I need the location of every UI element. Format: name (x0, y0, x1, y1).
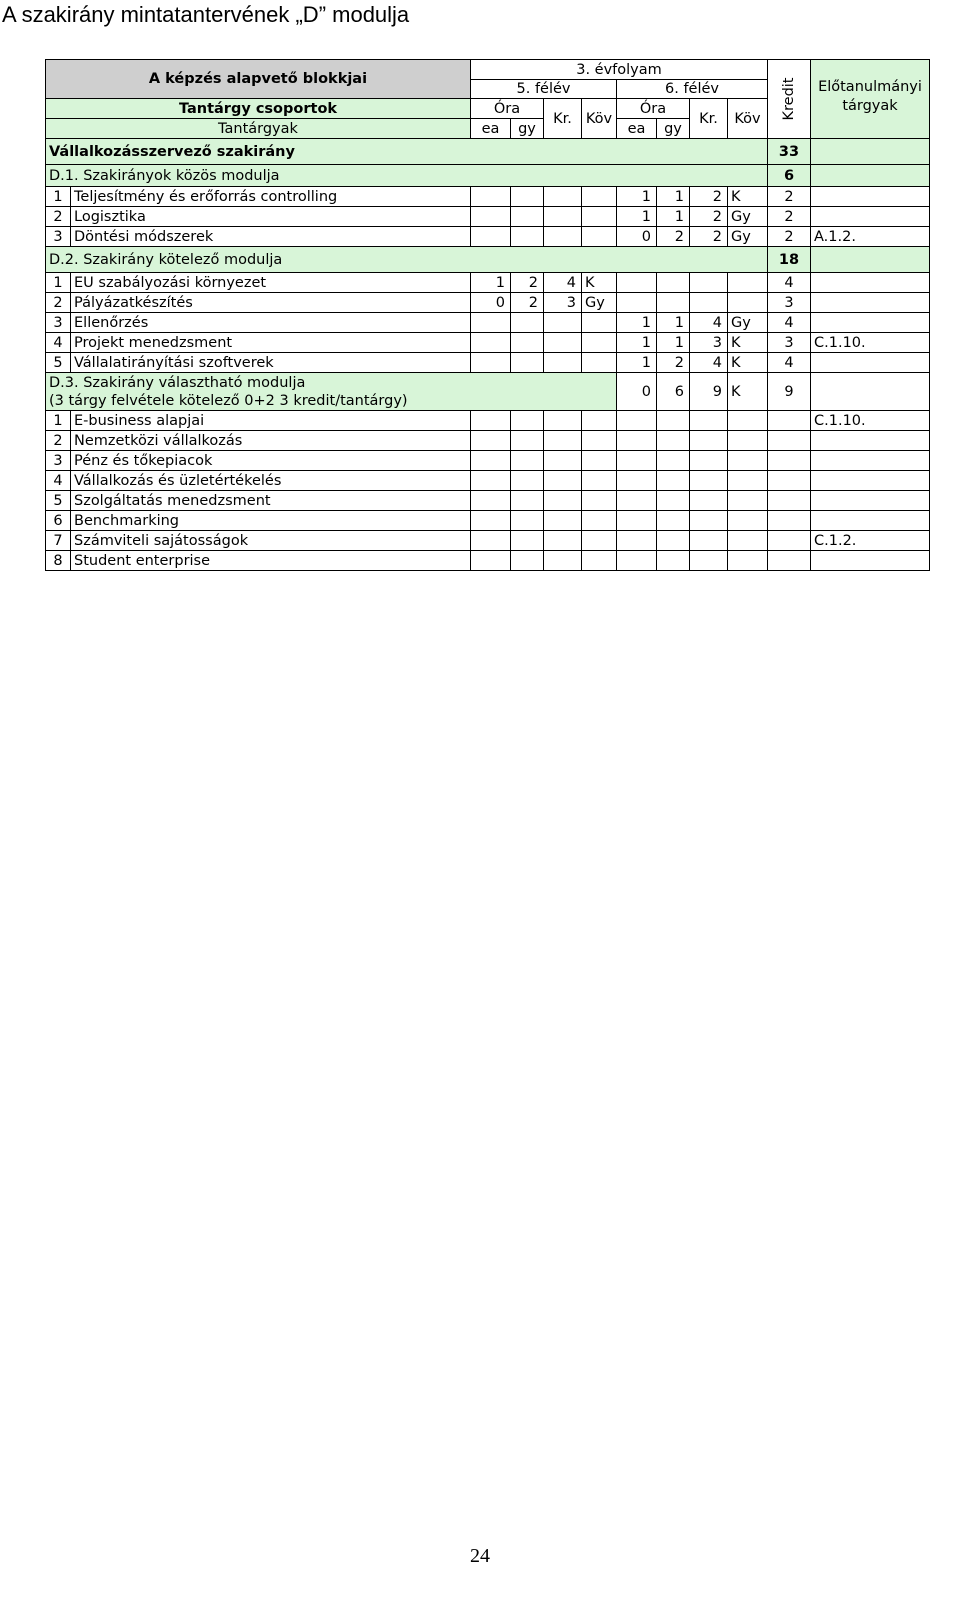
table-row (46, 227, 930, 247)
kredit-cell: 2 (768, 207, 811, 227)
empty-cell (728, 431, 768, 451)
prereq-cell (811, 431, 930, 451)
kov6-cell: K (728, 353, 768, 373)
module-credit: 9 (768, 373, 811, 411)
empty-cell (471, 411, 511, 431)
ora5-header: Óra (471, 99, 544, 119)
specialization-label: Vállalkozásszervező szakirány (46, 139, 768, 165)
kredit-cell: 2 (768, 187, 811, 207)
subject-name: Benchmarking (71, 511, 471, 531)
module-header-row (46, 373, 930, 411)
empty-cell (582, 551, 617, 571)
sem6-header: 6. félév (617, 80, 768, 99)
subject-name: Pénz és tőkepiacok (71, 451, 471, 471)
empty-cell (690, 411, 728, 431)
subject-name: Teljesítmény és erőforrás controlling (71, 187, 471, 207)
empty-cell (511, 531, 544, 551)
ea5-cell (471, 227, 511, 247)
empty-cell (657, 451, 690, 471)
subject-name: E-business alapjai (71, 411, 471, 431)
empty-cell (657, 511, 690, 531)
empty-cell (511, 511, 544, 531)
gy6-cell (657, 293, 690, 313)
empty-cell (728, 531, 768, 551)
empty-cell (617, 411, 657, 431)
row-number: 5 (46, 491, 71, 511)
row-number: 4 (46, 471, 71, 491)
blocks-header: A képzés alapvető blokkjai (46, 60, 471, 99)
subjects-header: Tantárgyak (46, 119, 471, 139)
ea6-cell: 1 (617, 187, 657, 207)
empty-cell (690, 511, 728, 531)
empty-cell (728, 491, 768, 511)
empty-cell (471, 511, 511, 531)
specialization-credit: 33 (768, 139, 811, 165)
gy5-header: gy (511, 119, 544, 139)
subject-name: Projekt menedzsment (71, 333, 471, 353)
kredit-cell: 4 (768, 313, 811, 333)
sem5-header: 5. félév (471, 80, 617, 99)
prereq-cell: C.1.10. (811, 333, 930, 353)
empty-cell (544, 491, 582, 511)
subject-name: Student enterprise (71, 551, 471, 571)
ora6-header: Óra (617, 99, 690, 119)
empty-cell (768, 411, 811, 431)
module-title-line: D.3. Szakirány választható modulja (49, 374, 306, 391)
kov5-cell (582, 313, 617, 333)
kredit-header (768, 60, 811, 139)
kov5-cell (582, 353, 617, 373)
kov6-cell: K (728, 187, 768, 207)
table-row (46, 187, 930, 207)
empty-cell (690, 431, 728, 451)
kr5-cell: 4 (544, 273, 582, 293)
ea6-cell (617, 273, 657, 293)
gy6-header: gy (657, 119, 690, 139)
empty-cell (471, 551, 511, 571)
gy5-cell: 2 (511, 293, 544, 313)
empty-cell (511, 411, 544, 431)
gy6-cell: 6 (657, 373, 690, 411)
prereq-cell (811, 551, 930, 571)
gy5-cell (511, 227, 544, 247)
empty-cell (657, 431, 690, 451)
empty-cell (544, 551, 582, 571)
empty-cell (617, 471, 657, 491)
kr6-cell: 2 (690, 227, 728, 247)
kov6-header: Köv (728, 99, 768, 139)
header-row-1 (46, 60, 930, 80)
module-title: D.1. Szakirányok közös modulja (46, 165, 768, 187)
table-row (46, 431, 930, 451)
empty-cell (657, 551, 690, 571)
empty-cell (544, 471, 582, 491)
row-number: 3 (46, 227, 71, 247)
empty-cell (544, 431, 582, 451)
ea5-cell (471, 333, 511, 353)
empty-cell (768, 551, 811, 571)
empty-cell (582, 431, 617, 451)
empty-cell (768, 451, 811, 471)
empty-cell (511, 551, 544, 571)
table-row (46, 273, 930, 293)
empty-cell (690, 471, 728, 491)
kr6-header: Kr. (690, 99, 728, 139)
kr5-cell (544, 207, 582, 227)
prereq-cell (811, 451, 930, 471)
prereq-cell (811, 293, 930, 313)
ea6-cell: 0 (617, 373, 657, 411)
module-title (46, 373, 617, 411)
kov6-cell: Gy (728, 313, 768, 333)
ea5-header: ea (471, 119, 511, 139)
subject-name: Logisztika (71, 207, 471, 227)
empty-cell (471, 531, 511, 551)
table-row (46, 451, 930, 471)
module-prereq-cell (811, 247, 930, 273)
kr6-cell: 2 (690, 187, 728, 207)
subject-name: Vállalatirányítási szoftverek (71, 353, 471, 373)
row-number: 1 (46, 187, 71, 207)
empty-cell (617, 531, 657, 551)
kredit-cell: 4 (768, 273, 811, 293)
page-title: A szakirány mintatantervének „D” modulja (2, 2, 410, 27)
empty-cell (728, 471, 768, 491)
empty-cell (582, 471, 617, 491)
empty-cell (582, 511, 617, 531)
empty-cell (544, 451, 582, 471)
ea6-header: ea (617, 119, 657, 139)
empty-cell (728, 511, 768, 531)
empty-cell (617, 551, 657, 571)
empty-cell (768, 431, 811, 451)
kov6-cell (728, 273, 768, 293)
kredit-label: Kredit (781, 77, 797, 121)
empty-cell (690, 551, 728, 571)
empty-cell (544, 531, 582, 551)
gy5-cell (511, 333, 544, 353)
kov6-cell: Gy (728, 207, 768, 227)
empty-cell (657, 411, 690, 431)
empty-cell (582, 531, 617, 551)
empty-cell (471, 431, 511, 451)
subject-name: EU szabályozási környezet (71, 273, 471, 293)
empty-cell (544, 511, 582, 531)
row-number: 2 (46, 431, 71, 451)
row-number: 7 (46, 531, 71, 551)
gy6-cell: 1 (657, 207, 690, 227)
kr6-cell: 2 (690, 207, 728, 227)
prereq-cell (811, 491, 930, 511)
groups-header: Tantárgy csoportok (46, 99, 471, 119)
subject-name: Pályázatkészítés (71, 293, 471, 313)
prereq-cell (811, 207, 930, 227)
table-row (46, 353, 930, 373)
prereq-cell (811, 353, 930, 373)
module-prereq-cell (811, 165, 930, 187)
empty-cell (690, 451, 728, 471)
ea6-cell: 1 (617, 353, 657, 373)
empty-cell (728, 551, 768, 571)
prereq-cell (811, 471, 930, 491)
kr6-cell (690, 293, 728, 313)
ea5-cell (471, 313, 511, 333)
empty-cell (511, 451, 544, 471)
row-number: 4 (46, 333, 71, 353)
kr6-cell: 3 (690, 333, 728, 353)
table-row (46, 471, 930, 491)
kov6-cell: Gy (728, 227, 768, 247)
kr6-cell (690, 273, 728, 293)
row-number: 8 (46, 551, 71, 571)
gy6-cell (657, 273, 690, 293)
year-header: 3. évfolyam (471, 60, 768, 80)
gy5-cell (511, 353, 544, 373)
prereq-cell: A.1.2. (811, 227, 930, 247)
kr5-cell: 3 (544, 293, 582, 313)
prereq-cell: C.1.10. (811, 411, 930, 431)
table-row (46, 313, 930, 333)
kr6-cell: 4 (690, 313, 728, 333)
subject-name: Nemzetközi vállalkozás (71, 431, 471, 451)
gy6-cell: 2 (657, 353, 690, 373)
kov5-header: Köv (582, 99, 617, 139)
kr5-cell (544, 227, 582, 247)
gy5-cell (511, 313, 544, 333)
table-row (46, 511, 930, 531)
kredit-cell: 4 (768, 353, 811, 373)
ea5-cell (471, 207, 511, 227)
module-title-line: (3 tárgy felvétele kötelező 0+2 3 kredit/tantárgy) (49, 392, 408, 409)
ea6-cell: 0 (617, 227, 657, 247)
row-number: 1 (46, 411, 71, 431)
subject-name: Vállalkozás és üzletértékelés (71, 471, 471, 491)
prereq-cell (811, 187, 930, 207)
subject-name: Szolgáltatás menedzsment (71, 491, 471, 511)
row-number: 6 (46, 511, 71, 531)
empty-cell (617, 431, 657, 451)
module-header-row (46, 165, 930, 187)
kr6-cell: 9 (690, 373, 728, 411)
row-number: 3 (46, 313, 71, 333)
empty-cell (657, 491, 690, 511)
empty-cell (511, 471, 544, 491)
empty-cell (582, 411, 617, 431)
empty-cell (617, 451, 657, 471)
kov6-cell: K (728, 333, 768, 353)
kredit-cell: 3 (768, 293, 811, 313)
row-number: 2 (46, 207, 71, 227)
empty-cell (511, 491, 544, 511)
empty-cell (544, 411, 582, 431)
empty-cell (582, 451, 617, 471)
empty-cell (471, 491, 511, 511)
gy5-cell: 2 (511, 273, 544, 293)
table-row (46, 333, 930, 353)
ea6-cell: 1 (617, 333, 657, 353)
kov5-cell: Gy (582, 293, 617, 313)
empty-cell (690, 491, 728, 511)
kov5-cell (582, 227, 617, 247)
empty-cell (617, 491, 657, 511)
row-number: 5 (46, 353, 71, 373)
ea5-cell (471, 187, 511, 207)
kr5-cell (544, 187, 582, 207)
gy5-cell (511, 187, 544, 207)
curriculum-table (45, 59, 930, 571)
empty-cell (471, 451, 511, 471)
kredit-cell: 3 (768, 333, 811, 353)
ea5-cell (471, 353, 511, 373)
kov5-cell: K (582, 273, 617, 293)
prereq-header: Előtanulmányi tárgyak (811, 60, 930, 139)
empty-cell (690, 531, 728, 551)
table-row (46, 551, 930, 571)
empty-cell (657, 471, 690, 491)
kov5-cell (582, 187, 617, 207)
empty-cell (582, 491, 617, 511)
ea5-cell: 0 (471, 293, 511, 313)
subject-name: Döntési módszerek (71, 227, 471, 247)
module-credit: 6 (768, 165, 811, 187)
ea6-cell: 1 (617, 207, 657, 227)
kov5-cell (582, 333, 617, 353)
ea5-cell: 1 (471, 273, 511, 293)
row-number: 1 (46, 273, 71, 293)
module-header-row (46, 247, 930, 273)
empty-cell (728, 411, 768, 431)
kredit-cell: 2 (768, 227, 811, 247)
gy6-cell: 1 (657, 187, 690, 207)
kov6-cell (728, 293, 768, 313)
prereq-cell (811, 273, 930, 293)
gy6-cell: 1 (657, 313, 690, 333)
gy6-cell: 2 (657, 227, 690, 247)
kov5-cell (582, 207, 617, 227)
module-credit: 18 (768, 247, 811, 273)
table-row (46, 293, 930, 313)
empty-cell (471, 471, 511, 491)
gy6-cell: 1 (657, 333, 690, 353)
kr5-cell (544, 333, 582, 353)
empty-cell (768, 531, 811, 551)
specialization-row (46, 139, 930, 165)
prereq-cell (811, 511, 930, 531)
table-row (46, 207, 930, 227)
empty-cell (768, 491, 811, 511)
kr5-cell (544, 353, 582, 373)
empty-cell (728, 451, 768, 471)
prereq-cell (811, 313, 930, 333)
kr5-header: Kr. (544, 99, 582, 139)
kr5-cell (544, 313, 582, 333)
table-row (46, 491, 930, 511)
subject-name: Ellenőrzés (71, 313, 471, 333)
subject-name: Számviteli sajátosságok (71, 531, 471, 551)
module-title: D.2. Szakirány kötelező modulja (46, 247, 768, 273)
kr6-cell: 4 (690, 353, 728, 373)
gy5-cell (511, 207, 544, 227)
table-row (46, 411, 930, 431)
empty-cell (768, 511, 811, 531)
empty-cell (768, 471, 811, 491)
empty-cell (617, 511, 657, 531)
page-number: 24 (470, 1545, 490, 1567)
row-number: 3 (46, 451, 71, 471)
kov6-cell: K (728, 373, 768, 411)
module-prereq-cell (811, 373, 930, 411)
empty-cell (657, 531, 690, 551)
table-row (46, 531, 930, 551)
ea6-cell (617, 293, 657, 313)
row-number: 2 (46, 293, 71, 313)
empty-cell (511, 431, 544, 451)
prereq-cell: C.1.2. (811, 531, 930, 551)
ea6-cell: 1 (617, 313, 657, 333)
